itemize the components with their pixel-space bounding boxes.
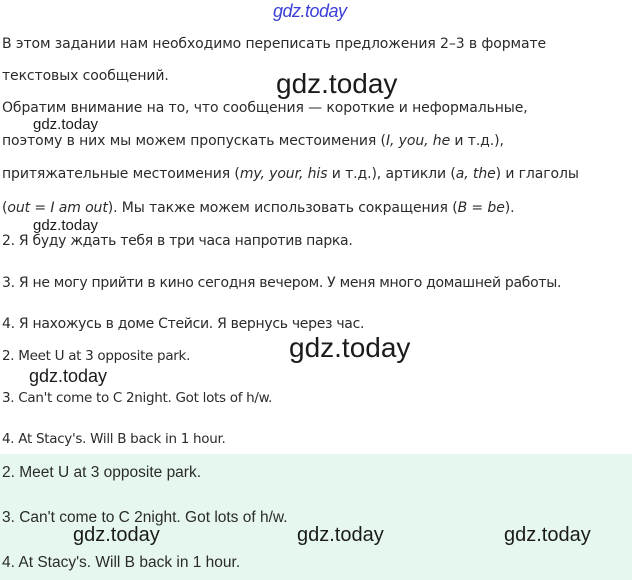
watermark-5: gdz.today <box>29 366 108 386</box>
answer-3: 3. Can't come to C 2night. Got lots of h/w. <box>2 390 273 406</box>
answer-2: 2. Meet U at 3 opposite park. <box>2 348 191 364</box>
intro-line-4-text-a: поэтому в них мы можем пропускать местоимения ( <box>2 133 386 149</box>
highlighted-answer-4: 4. At Stacy's. Will B back in 1 hour. <box>2 554 241 571</box>
intro-line-4-text-b: и т.д.), <box>450 133 504 149</box>
intro-line-5 <box>2 165 579 183</box>
intro-line-4 <box>2 132 504 150</box>
russian-sentence-2: 2. Я буду ждать тебя в три часа напротив парка. <box>2 233 353 249</box>
intro-line-5-italic-2: a, the <box>455 166 496 182</box>
watermark-3: gdz.today <box>33 217 99 234</box>
highlighted-answer-3: 3. Can't come to C 2night. Got lots of h/w. <box>2 509 288 526</box>
intro-line-5-text-b: и т.д.), артикли ( <box>327 166 456 182</box>
intro-line-1: В этом задании нам необходимо переписать предложения 2–3 в формате <box>2 36 547 52</box>
intro-line-6-italic-2: B = be <box>457 200 505 216</box>
answer-4: 4. At Stacy's. Will B back in 1 hour. <box>2 431 226 447</box>
intro-line-6-text-a: ( <box>2 200 8 216</box>
intro-line-5-italic: my, your, his <box>239 166 328 182</box>
watermark-8: gdz.today <box>504 524 591 546</box>
intro-line-4-italic: I, you, he <box>385 133 451 149</box>
watermark-7: gdz.today <box>297 524 384 546</box>
intro-line-6-text-b: ). Мы также можем использовать сокращения ( <box>107 200 458 216</box>
russian-sentence-4: 4. Я нахожусь в доме Стейси. Я вернусь через час. <box>2 316 365 332</box>
intro-line-5-text-a: притяжательные местоимения ( <box>2 166 240 182</box>
watermark-top: gdz.today <box>273 1 347 21</box>
intro-line-3: Обратим внимание на то, что сообщения — короткие и неформальные, <box>2 100 528 116</box>
russian-sentence-3: 3. Я не могу прийти в кино сегодня вечером. У меня много домашней работы. <box>2 275 562 291</box>
intro-line-6 <box>2 199 514 217</box>
intro-line-5-text-c: ) и глаголы <box>495 166 579 182</box>
highlighted-answer-2: 2. Meet U at 3 opposite park. <box>2 464 202 481</box>
watermark-4: gdz.today <box>289 332 411 363</box>
watermark-1: gdz.today <box>276 68 398 99</box>
intro-line-6-italic: out = I am out <box>7 200 108 216</box>
intro-line-2: текстовых сообщений. <box>2 68 169 84</box>
watermark-2: gdz.today <box>33 116 99 133</box>
watermark-6: gdz.today <box>73 524 160 546</box>
intro-line-6-text-c: ). <box>504 200 515 216</box>
